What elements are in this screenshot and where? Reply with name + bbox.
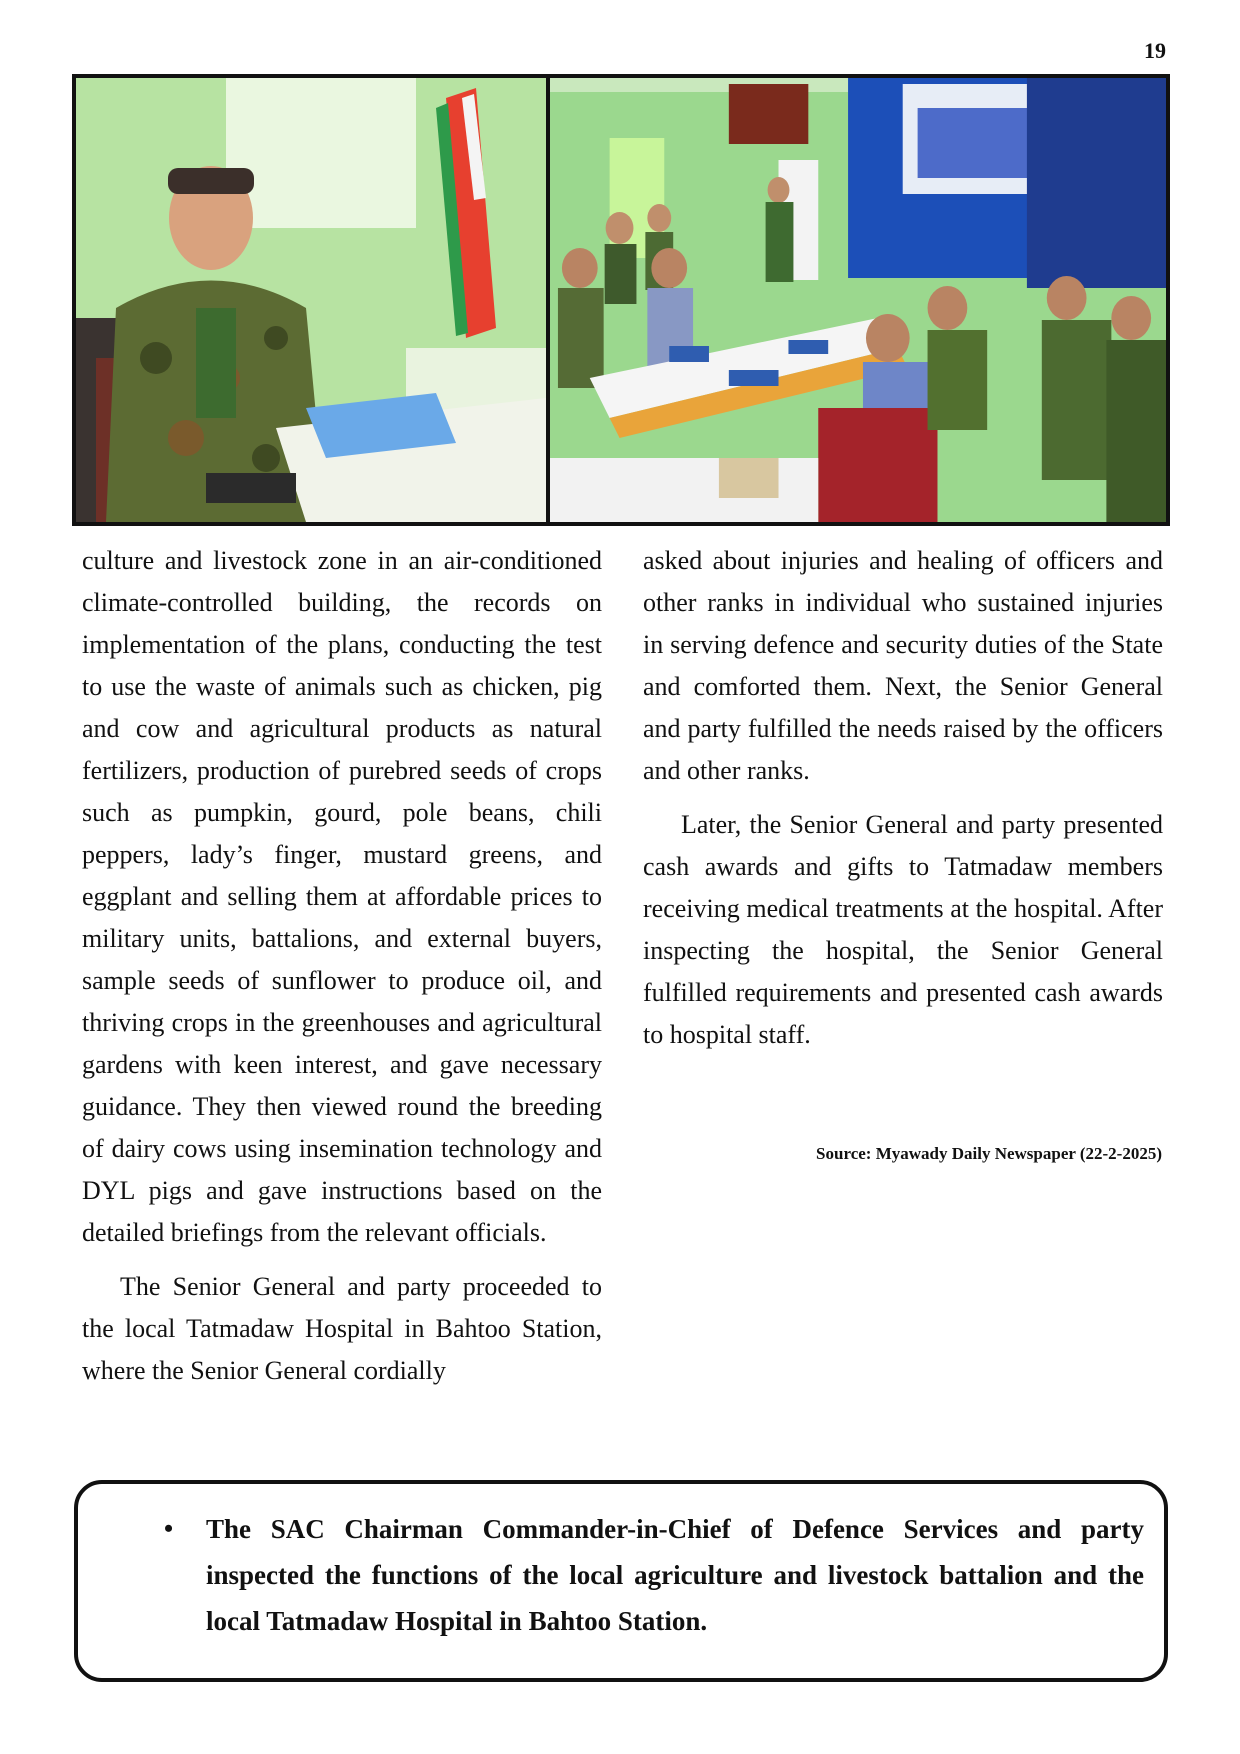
briefing-room-photo (550, 78, 1166, 522)
article-paragraph: culture and livestock zone in an air-conditioned climate-controlled building, the records on implementation of the plans, conducting the test to use the waste of animals such as chicken, pig and cow and agricultural products as natural fertilizers, production of purebred seeds of crops such as pumpkin, gourd, pole beans, chili peppers, lady’s finger, mustard greens, and eggplant and selling them at affordable prices to military units, battalions, and external buyers, sample seeds of sunflower to produce oil, and thriving crops in the greenhouses and agricultural gardens with keen interest, and gave necessary guidance. They then viewed round the breeding of dairy cows using insemination technology and DYL pigs and gave instructions based on the detailed briefings from the relevant officials. (82, 546, 602, 1247)
page-number: 19 (1144, 38, 1166, 63)
article-right-column (643, 540, 1163, 1068)
bullet-icon: • (164, 1514, 174, 1543)
senior-general-seated-photo (76, 78, 550, 522)
article-left-column (82, 540, 602, 1404)
senior-general-seated-illustration (76, 78, 546, 522)
article-paragraph: asked about injuries and healing of officers and other ranks in individual who sustained injuries in serving defence and security duties of the State and comforted them. Next, the Senior General and party fulfilled the needs raised by the officers and other ranks. (643, 546, 1163, 785)
article-paragraph: The Senior General and party proceeded to the local Tatmadaw Hospital in Bahtoo Station, where the Senior General cordially (82, 1272, 602, 1385)
source-citation: Source: Myawady Daily Newspaper (22-2-2025) (816, 1144, 1162, 1163)
summary-text: The SAC Chairman Commander-in-Chief of Defence Services and party inspected the functions of the local agriculture and livestock battalion and the local Tatmadaw Hospital in Bahtoo Station. (206, 1514, 1144, 1636)
summary-list (128, 1506, 1144, 1644)
article-paragraph: Later, the Senior General and party presented cash awards and gifts to Tatmadaw members receiving medical treatments at the hospital. After inspecting the hospital, the Senior General fulfilled requirements and presented cash awards to hospital staff. (643, 810, 1163, 1049)
photo-strip (72, 74, 1170, 526)
briefing-room-illustration (550, 78, 1166, 522)
summary-item (164, 1506, 1144, 1644)
summary-box (74, 1480, 1168, 1682)
